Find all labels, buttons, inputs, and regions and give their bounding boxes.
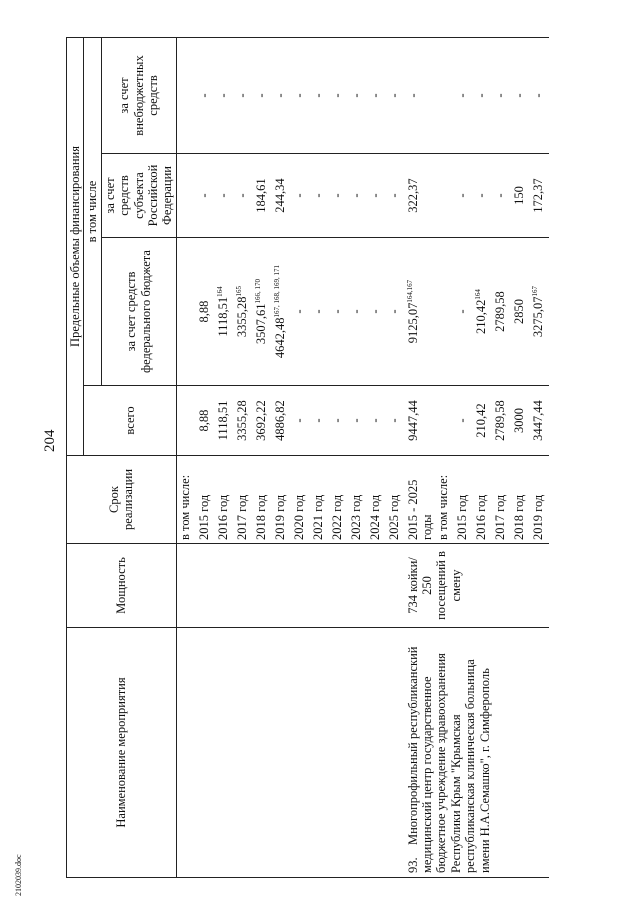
total-cell-value: - xyxy=(310,418,325,423)
term-cell-value: 2015 год xyxy=(196,494,211,540)
subject-cell xyxy=(215,154,234,238)
header-name: Наименование мероприятия xyxy=(67,628,177,878)
empty-cell xyxy=(176,154,196,238)
total-cell xyxy=(215,386,234,456)
extrabudget-cell xyxy=(454,37,473,153)
federal-cell xyxy=(310,238,329,386)
extrabudget-cell-value: - xyxy=(512,93,527,98)
total-cell xyxy=(367,386,386,456)
extrabudget-cell xyxy=(386,37,405,153)
federal-cell-footnote: 164,167 xyxy=(405,279,414,303)
subject-cell-value: - xyxy=(455,193,470,198)
federal-cell xyxy=(329,238,348,386)
term-cell-value: 2017 год xyxy=(234,494,249,540)
empty-cell xyxy=(176,37,196,153)
term-cell-value: 2017 год xyxy=(493,494,508,540)
total-cell-value: 3447,44 xyxy=(531,400,546,441)
table-header xyxy=(67,37,177,877)
federal-cell xyxy=(348,238,367,386)
total-cell-value: 8,88 xyxy=(196,409,211,432)
extrabudget-cell-value: - xyxy=(291,93,306,98)
subject-cell xyxy=(196,154,215,238)
term-cell-value: 2015 год xyxy=(455,494,470,540)
header-extrabudget: за счет внебюджетных средств xyxy=(101,37,176,153)
item-93-summary-row xyxy=(405,37,436,877)
term-cell-value: 2020 год xyxy=(291,494,306,540)
empty-cell xyxy=(435,37,454,153)
item-number: 93. xyxy=(405,857,420,873)
federal-cell xyxy=(473,238,492,386)
total-cell xyxy=(234,386,253,456)
subject-cell-value: - xyxy=(493,193,508,198)
federal-cell-value: 1118,51 xyxy=(215,296,230,337)
term-cell xyxy=(196,456,215,544)
subject-cell-value: - xyxy=(310,193,325,198)
empty-cell xyxy=(176,386,196,456)
subject-cell xyxy=(530,154,549,238)
federal-cell-footnote: 165 xyxy=(234,285,243,297)
total-cell-value: - xyxy=(367,418,382,423)
extrabudget-cell-value: - xyxy=(531,93,546,98)
footer-filename: 2102039.doc xyxy=(14,854,23,896)
federal-cell-value: - xyxy=(310,309,325,314)
total-cell xyxy=(329,386,348,456)
total-cell xyxy=(253,386,272,456)
federal-cell-value: - xyxy=(348,309,363,314)
term-cell xyxy=(367,456,386,544)
total-cell xyxy=(530,386,549,456)
empty-cell xyxy=(435,154,454,238)
subject-cell xyxy=(310,154,329,238)
federal-cell xyxy=(530,238,549,386)
total-cell-value: 9447,44 xyxy=(405,400,420,441)
term-cell-value: 2019 год xyxy=(531,494,546,540)
total-cell-value: 2789,58 xyxy=(493,400,508,441)
total-cell xyxy=(348,386,367,456)
term-cell xyxy=(454,456,473,544)
subject-cell-value: 172,37 xyxy=(531,178,546,213)
term-cell-value: 2023 год xyxy=(348,494,363,540)
federal-cell-value: 4642,48 xyxy=(272,317,287,359)
subject-cell-value: 184,61 xyxy=(253,178,268,213)
federal-cell-footnote: 167 xyxy=(531,285,540,297)
federal-cell-value: - xyxy=(329,309,344,314)
table-row xyxy=(176,37,196,877)
extrabudget-cell xyxy=(253,37,272,153)
extrabudget-cell xyxy=(272,37,291,153)
federal-cell-value: 9125,07 xyxy=(405,302,420,344)
extrabudget-cell-value: - xyxy=(310,93,325,98)
subject-cell xyxy=(492,154,511,238)
including-label xyxy=(176,456,196,544)
header-limits: Предельные объемы финансирования xyxy=(67,37,84,455)
federal-cell xyxy=(367,238,386,386)
total-cell xyxy=(291,386,310,456)
federal-cell-value: - xyxy=(455,309,470,314)
total-cell-value: 210,42 xyxy=(474,403,489,438)
empty-cell xyxy=(176,238,196,386)
total-cell xyxy=(473,386,492,456)
item-93-power-cell xyxy=(405,544,550,628)
extrabudget-cell-value: - xyxy=(348,93,363,98)
extrabudget-cell-value: - xyxy=(272,93,287,98)
subject-cell xyxy=(253,154,272,238)
header-subject: за счет средств субъекта Российской Федерации xyxy=(101,154,176,238)
total-cell-value: - xyxy=(455,418,470,423)
extrabudget-cell xyxy=(329,37,348,153)
item-93-name-cell xyxy=(405,628,550,878)
term-cell xyxy=(511,456,530,544)
extrabudget-cell-value: - xyxy=(386,93,401,98)
term-cell-value: 2024 год xyxy=(367,494,382,540)
extrabudget-cell xyxy=(530,37,549,153)
subject-cell-value: - xyxy=(196,193,211,198)
federal-cell-footnote: 164 xyxy=(215,286,224,297)
page-number: 204 xyxy=(42,429,58,452)
total-cell-value: - xyxy=(329,418,344,423)
total-cell-value: - xyxy=(291,418,306,423)
subject-cell xyxy=(511,154,530,238)
extrabudget-cell xyxy=(234,37,253,153)
total-cell-value: - xyxy=(348,418,363,423)
extrabudget-cell xyxy=(492,37,511,153)
total-cell-value: 3000 xyxy=(512,408,527,433)
power-cell-empty xyxy=(176,544,405,628)
total-cell xyxy=(310,386,329,456)
extrabudget-cell-value: - xyxy=(329,93,344,98)
term-cell xyxy=(310,456,329,544)
extrabudget-cell-value: - xyxy=(455,93,470,98)
empty-cell xyxy=(435,386,454,456)
total-cell xyxy=(196,386,215,456)
federal-cell xyxy=(234,238,253,386)
subject-cell-value: - xyxy=(329,193,344,198)
total-cell xyxy=(272,386,291,456)
extrabudget-cell-value: - xyxy=(493,93,508,98)
term-cell-value: 2016 год xyxy=(474,494,489,540)
header-including: в том числе xyxy=(84,37,101,385)
subject-cell xyxy=(454,154,473,238)
header-power: Мощность xyxy=(67,544,177,628)
extrabudget-cell-value: - xyxy=(474,93,489,98)
subject-cell-value: - xyxy=(367,193,382,198)
extrabudget-cell-value: - xyxy=(405,93,420,98)
term-cell-value: 2018 год xyxy=(512,494,527,540)
extrabudget-cell-value: - xyxy=(367,93,382,98)
extrabudget-cell xyxy=(215,37,234,153)
header-term: Срок реализации xyxy=(67,456,177,544)
subject-cell-value: - xyxy=(474,193,489,198)
subject-cell-value: - xyxy=(215,193,230,198)
total-cell-value: 4886,82 xyxy=(272,400,287,441)
extrabudget-cell xyxy=(473,37,492,153)
term-cell xyxy=(329,456,348,544)
federal-cell xyxy=(215,238,234,386)
item-power: 734 койки/ 250 посещений в смену xyxy=(405,551,463,620)
federal-cell-value: - xyxy=(291,309,306,314)
subject-cell xyxy=(405,154,436,238)
extrabudget-cell xyxy=(367,37,386,153)
term-cell-value: 2019 год xyxy=(272,494,287,540)
subject-cell xyxy=(367,154,386,238)
name-cell-empty xyxy=(176,628,405,878)
federal-cell xyxy=(511,238,530,386)
extrabudget-cell xyxy=(348,37,367,153)
federal-cell xyxy=(196,238,215,386)
subject-cell-value: 150 xyxy=(512,186,527,205)
subject-cell xyxy=(329,154,348,238)
subject-cell-value: - xyxy=(386,193,401,198)
term-cell xyxy=(492,456,511,544)
header-total: всего xyxy=(84,386,176,456)
extrabudget-cell xyxy=(405,37,436,153)
term-cell xyxy=(530,456,549,544)
total-cell-value: 3692,22 xyxy=(253,400,268,441)
extrabudget-cell xyxy=(310,37,329,153)
term-cell xyxy=(253,456,272,544)
subject-cell xyxy=(291,154,310,238)
federal-cell xyxy=(291,238,310,386)
extrabudget-cell-value: - xyxy=(215,93,230,98)
subject-cell xyxy=(234,154,253,238)
federal-cell xyxy=(253,238,272,386)
empty-cell xyxy=(435,238,454,386)
federal-cell xyxy=(454,238,473,386)
federal-cell-value: 3355,28 xyxy=(234,296,249,338)
federal-cell xyxy=(405,238,436,386)
federal-cell xyxy=(272,238,291,386)
federal-cell-value: - xyxy=(386,309,401,314)
subject-cell xyxy=(348,154,367,238)
term-cell-value: 2021 год xyxy=(310,494,325,540)
header-federal: за счет средств федерального бюджета xyxy=(101,238,176,386)
subject-cell-value: 244,34 xyxy=(272,178,287,213)
total-cell xyxy=(386,386,405,456)
term-cell xyxy=(386,456,405,544)
term-cell-value: 2018 год xyxy=(253,494,268,540)
federal-cell-value: 2850 xyxy=(512,299,527,324)
federal-cell-value: - xyxy=(367,309,382,314)
federal-cell-footnote: 166, 170 xyxy=(253,278,262,304)
term-cell xyxy=(215,456,234,544)
term-cell-value: 2022 год xyxy=(329,494,344,540)
total-cell xyxy=(405,386,436,456)
total-cell xyxy=(511,386,530,456)
including-label-value: в том числе: xyxy=(177,474,192,540)
item-name: Многопрофильный республиканский медицинский центр государственное бюджетное учреждение здравоохранения Республики Крым "Крымская республиканская клиническая больница имени Н.А.Семашко", г. Симферополь xyxy=(405,646,492,873)
term-cell xyxy=(473,456,492,544)
total-cell-value: - xyxy=(386,418,401,423)
including-label xyxy=(435,456,454,544)
term-cell xyxy=(348,456,367,544)
total-cell-value: 3355,28 xyxy=(234,400,249,441)
total-cell xyxy=(492,386,511,456)
federal-cell-value: 2789,58 xyxy=(493,291,508,332)
federal-cell-footnote: 167, 168, 169, 171 xyxy=(272,264,281,318)
subject-cell-value: - xyxy=(234,193,249,198)
subject-cell xyxy=(272,154,291,238)
term-cell xyxy=(234,456,253,544)
extrabudget-cell xyxy=(196,37,215,153)
federal-cell-value: 3275,07 xyxy=(531,296,546,338)
extrabudget-cell-value: - xyxy=(234,93,249,98)
extrabudget-cell xyxy=(511,37,530,153)
subject-cell xyxy=(473,154,492,238)
term-cell-value: 2025 год xyxy=(386,494,401,540)
subject-cell xyxy=(386,154,405,238)
table-body xyxy=(176,37,549,877)
federal-cell xyxy=(386,238,405,386)
total-cell-value: 1118,51 xyxy=(215,400,230,441)
federal-cell-value: 8,88 xyxy=(196,300,211,323)
term-cell-value: 2015 - 2025 годы xyxy=(405,479,434,540)
including-label-value: в том числе: xyxy=(436,474,451,540)
subject-cell-value: 322,37 xyxy=(405,178,420,213)
term-cell xyxy=(291,456,310,544)
extrabudget-cell xyxy=(291,37,310,153)
extrabudget-cell-value: - xyxy=(196,93,211,98)
term-cell xyxy=(405,456,436,544)
federal-cell xyxy=(492,238,511,386)
federal-cell-footnote: 164 xyxy=(474,289,483,300)
term-cell xyxy=(272,456,291,544)
rotated-table-container xyxy=(66,38,626,878)
term-cell-value: 2016 год xyxy=(215,494,230,540)
federal-cell-value: 210,42 xyxy=(474,299,489,334)
total-cell xyxy=(454,386,473,456)
subject-cell-value: - xyxy=(291,193,306,198)
subject-cell-value: - xyxy=(348,193,363,198)
financing-table xyxy=(66,37,549,878)
federal-cell-value: 3507,61 xyxy=(253,303,268,345)
extrabudget-cell-value: - xyxy=(253,93,268,98)
